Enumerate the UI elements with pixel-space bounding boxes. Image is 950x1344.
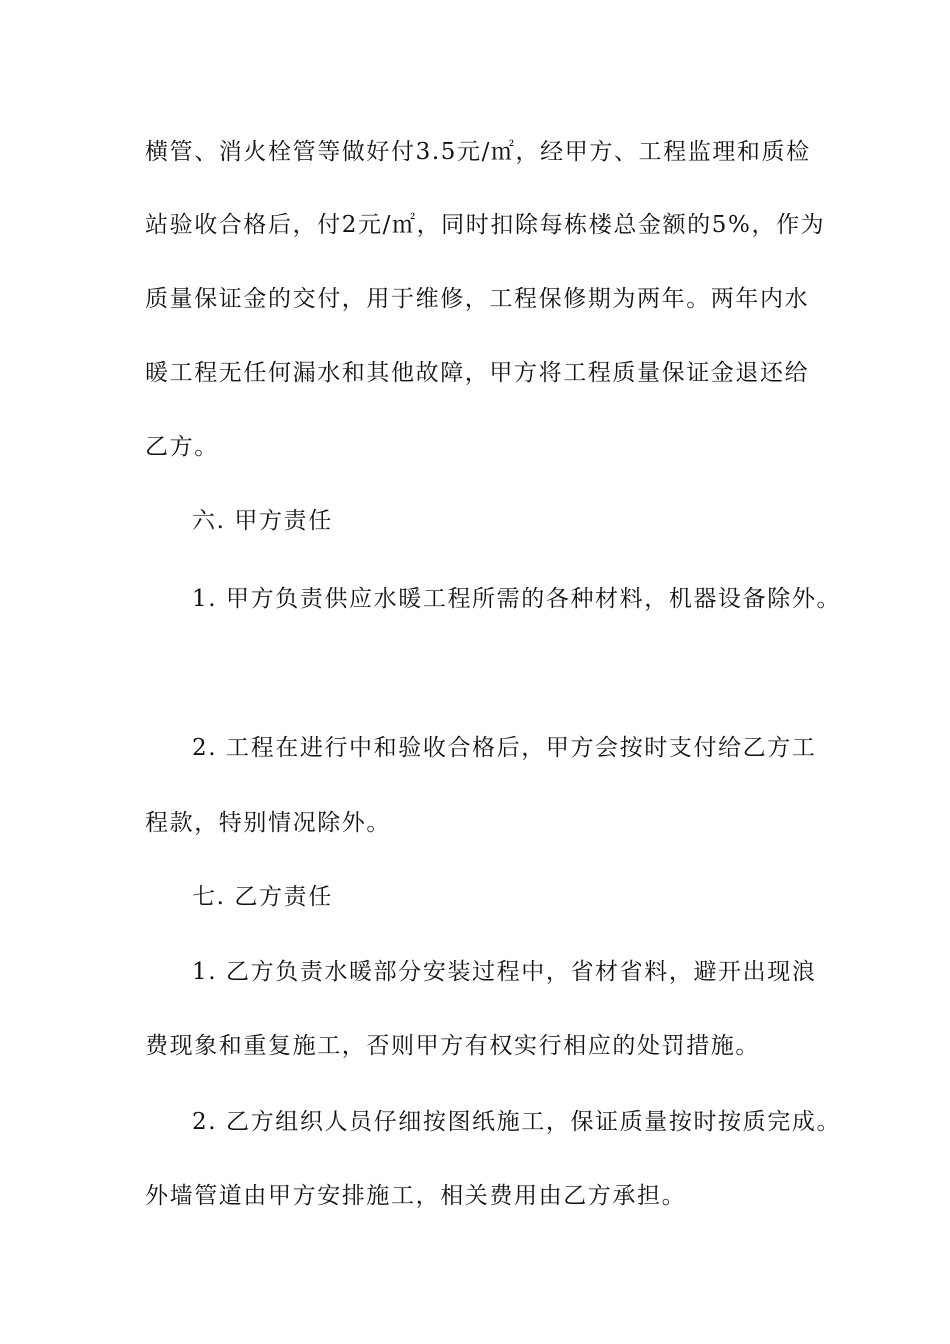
- body-text-line: 程款，特别情况除外。: [145, 810, 391, 836]
- body-text-line: 外墙管道由甲方安排施工，相关费用由乙方承担。: [145, 1183, 687, 1209]
- section-heading: 六. 甲方责任: [192, 508, 333, 534]
- body-text-line: 站验收合格后，付2元/㎡，同时扣除每栋楼总金额的5%，作为: [145, 212, 826, 238]
- numbered-item: 1. 乙方负责水暖部分安装过程中，省材省料，避开出现浪: [192, 959, 817, 985]
- body-text-line: 乙方。: [145, 434, 219, 460]
- numbered-item: 1. 甲方负责供应水暖工程所需的各种材料，机器设备除外。: [192, 586, 842, 612]
- numbered-item: 2. 乙方组织人员仔细按图纸施工，保证质量按时按质完成。: [192, 1109, 842, 1135]
- body-text-line: 暖工程无任何漏水和其他故障，甲方将工程质量保证金退还给: [145, 360, 810, 386]
- body-text-line: 质量保证金的交付，用于维修，工程保修期为两年。两年内水: [145, 286, 810, 312]
- section-heading: 七. 乙方责任: [192, 884, 333, 910]
- numbered-item: 2. 工程在进行中和验收合格后，甲方会按时支付给乙方工: [192, 735, 817, 761]
- body-text-line: 横管、消火栓管等做好付3.5元/㎡，经甲方、工程监理和质检: [145, 139, 811, 165]
- body-text-line: 费现象和重复施工，否则甲方有权实行相应的处罚措施。: [145, 1033, 760, 1059]
